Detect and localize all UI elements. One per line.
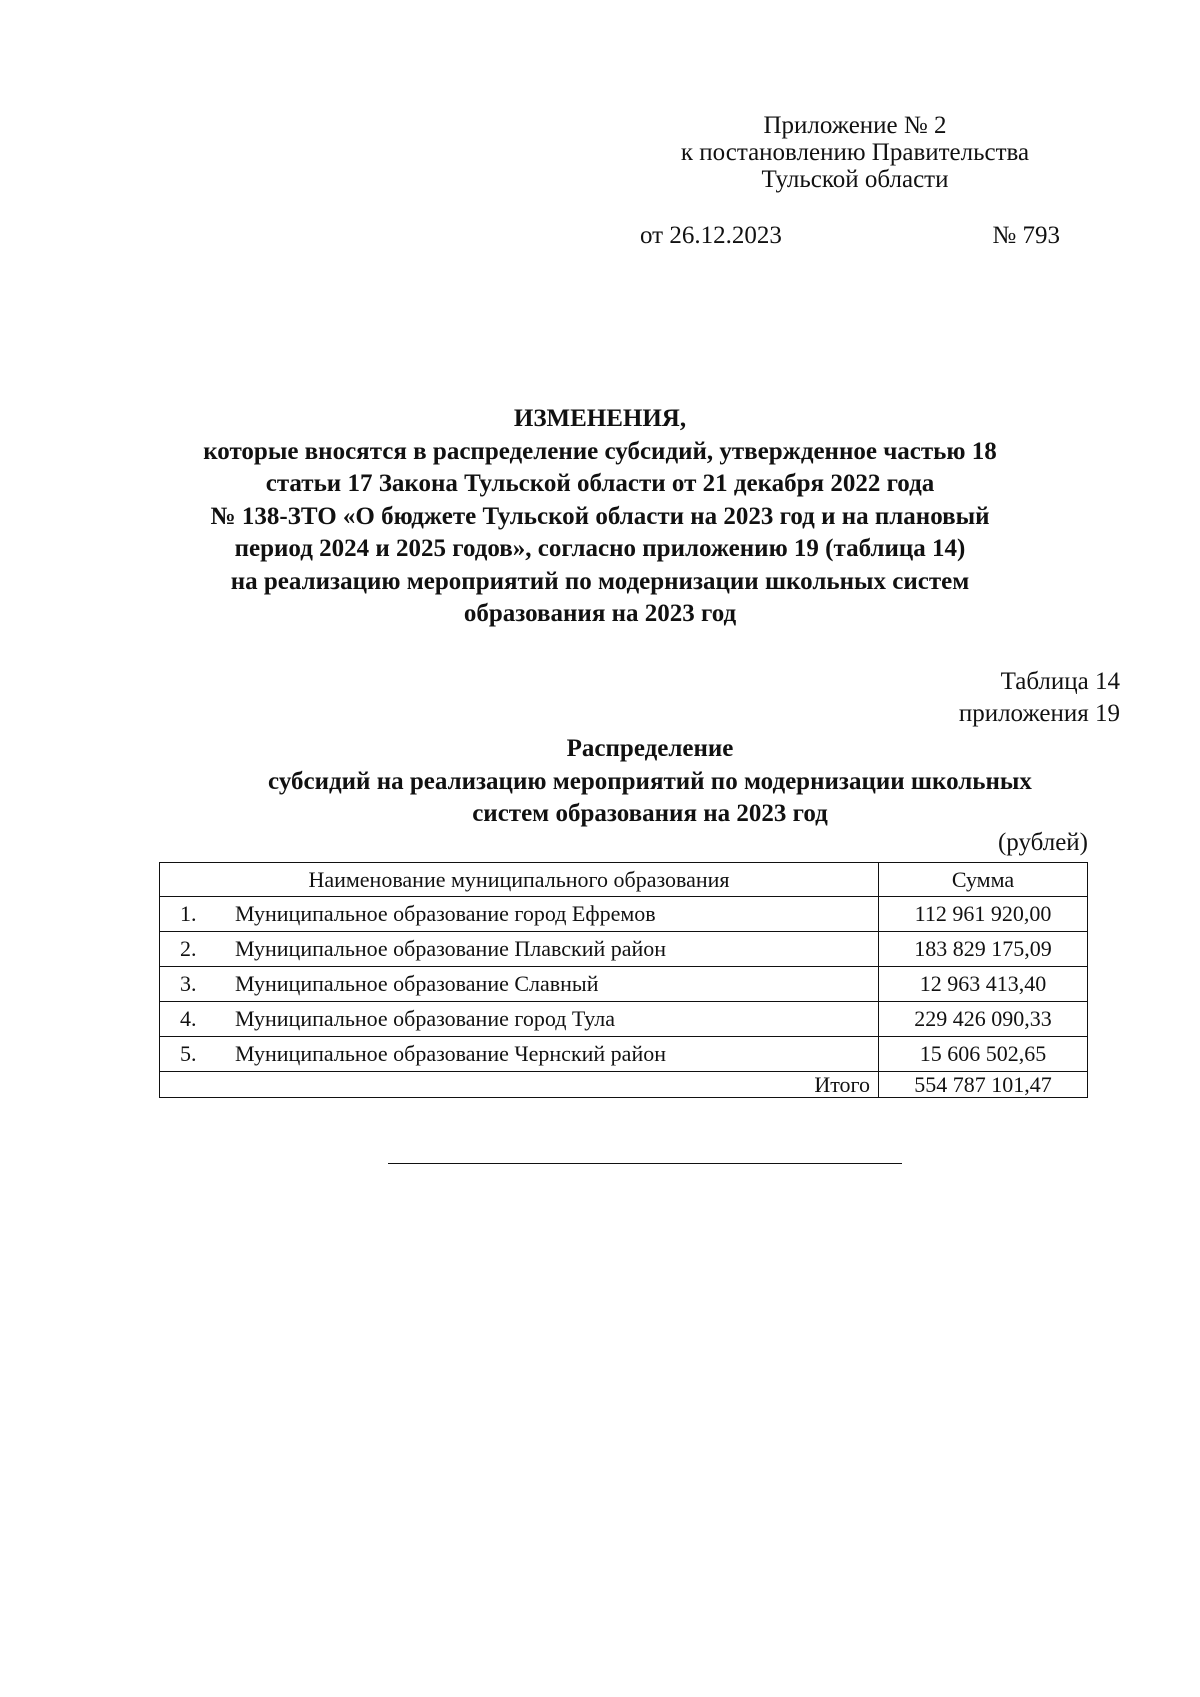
total-amount: 554 787 101,47: [879, 1072, 1088, 1098]
table-ref-line-1: Таблица 14: [1000, 668, 1120, 695]
resolution-number: № 793: [992, 222, 1060, 249]
total-label: Итого: [160, 1072, 879, 1098]
row-name-cell: [160, 1037, 879, 1072]
row-amount: 112 961 920,00: [879, 897, 1088, 932]
row-number: 5.: [180, 1041, 197, 1066]
document-title: [150, 403, 1050, 631]
row-name-cell: [160, 1002, 879, 1037]
title-line-6: на реализацию мероприятий по модернизации школьных систем: [230, 567, 970, 595]
row-name-cell: [160, 932, 879, 967]
row-name: Муниципальное образование Плавский район: [235, 936, 667, 961]
row-name: Муниципальное образование Славный: [235, 971, 599, 996]
resolution-date: от 26.12.2023: [640, 222, 782, 249]
distribution-title-line-3: систем образования на 2023 год: [472, 800, 828, 827]
row-name-cell: [160, 967, 879, 1002]
title-line-1: ИЗМЕНЕНИЯ,: [513, 405, 687, 432]
table-ref-line-2: приложения 19: [958, 700, 1120, 727]
appendix-header: [640, 112, 1070, 193]
title-line-5: период 2024 и 2025 годов», согласно приложению 19 (таблица 14): [234, 535, 966, 562]
row-amount: 183 829 175,09: [879, 932, 1088, 967]
row-number: 3.: [180, 971, 197, 996]
table-row: [160, 1037, 1088, 1072]
title-line-7: образования на 2023 год: [463, 600, 737, 627]
units-label: (рублей): [997, 829, 1088, 856]
appendix-line-2: к постановлению Правительства: [680, 139, 1030, 166]
table-row: [160, 897, 1088, 932]
table-row: [160, 1002, 1088, 1037]
row-name: Муниципальное образование город Тула: [235, 1006, 616, 1031]
row-number: 2.: [180, 936, 197, 961]
row-number: 1.: [180, 901, 197, 926]
table-total-row: [160, 1072, 1088, 1098]
header-name: Наименование муниципального образования: [160, 863, 879, 897]
row-number: 4.: [180, 1006, 197, 1031]
header-amount: Сумма: [879, 863, 1088, 897]
distribution-title-line-2: субсидий на реализацию мероприятий по модернизации школьных: [268, 767, 1032, 795]
row-name: Муниципальное образование Чернский район: [235, 1041, 666, 1066]
table-reference: [959, 666, 1120, 730]
row-amount: 229 426 090,33: [879, 1002, 1088, 1037]
title-line-4: № 138-ЗТО «О бюджете Тульской области на 2023 год и на плановый: [210, 502, 990, 530]
distribution-title: [190, 733, 1110, 831]
row-name: Муниципальное образование город Ефремов: [235, 901, 656, 926]
table-header-row: [160, 863, 1088, 897]
row-amount: 15 606 502,65: [879, 1037, 1088, 1072]
title-line-2: которые вносятся в распределение субсидий, утвержденное частью 18: [203, 437, 997, 465]
distribution-table: [159, 862, 1088, 1098]
table-row: [160, 932, 1088, 967]
row-amount: 12 963 413,40: [879, 967, 1088, 1002]
row-name-cell: [160, 897, 879, 932]
appendix-line-3: Тульской области: [761, 166, 949, 193]
closing-divider-line: [388, 1163, 902, 1164]
table-row: [160, 967, 1088, 1002]
distribution-title-line-1: Распределение: [566, 735, 734, 762]
appendix-line-1: Приложение № 2: [763, 112, 947, 139]
title-line-3: статьи 17 Закона Тульской области от 21 декабря 2022 года: [265, 470, 935, 497]
